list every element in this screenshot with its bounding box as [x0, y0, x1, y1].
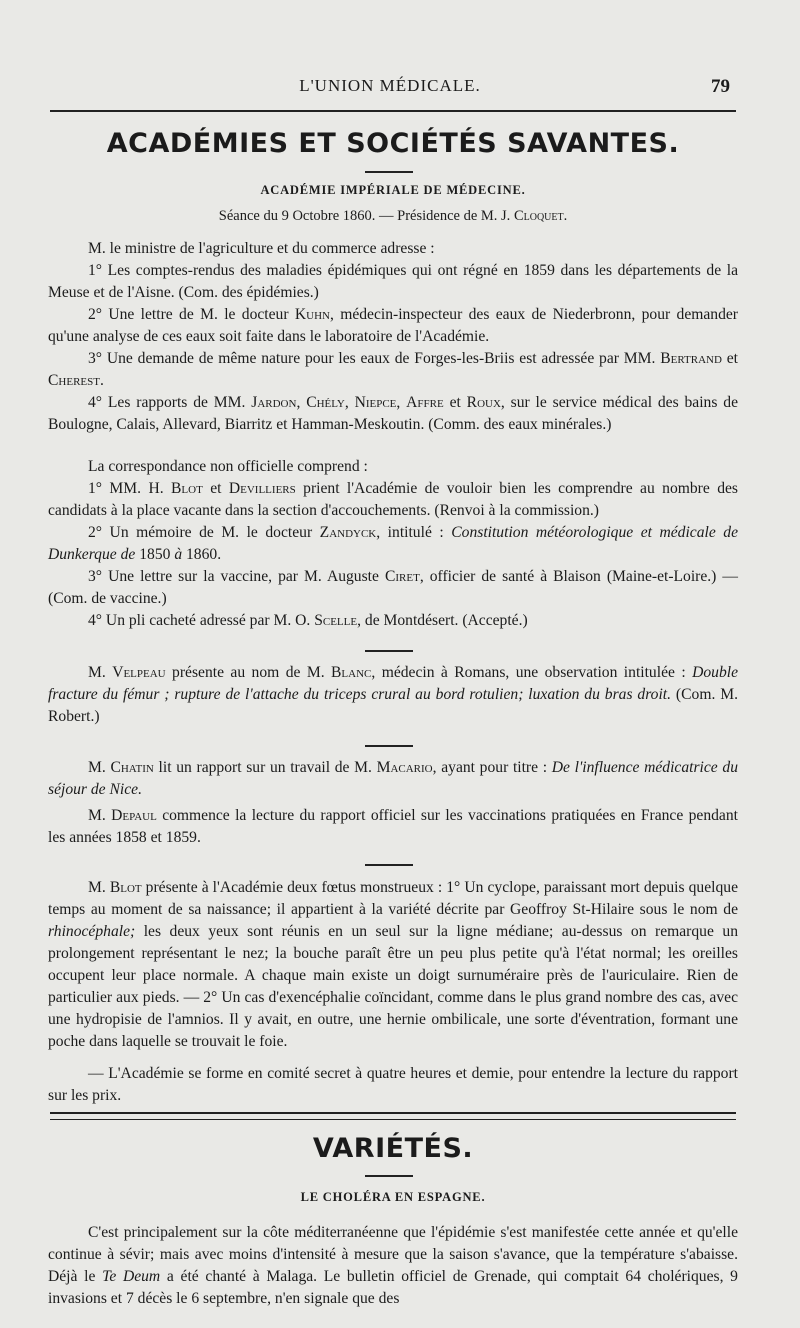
unofficial-correspondence	[48, 456, 738, 632]
unofficial-item-3: 3° Une lettre sur la vaccine, par M. Auguste Ciret, officier de santé à Blaison (Maine-et-Loire.) — (Com. de vaccine.)	[48, 568, 738, 607]
intro-paragraph: M. le ministre de l'agriculture et du commerce adresse :	[88, 240, 435, 257]
separator-rule	[365, 864, 413, 866]
title-rule	[365, 171, 413, 173]
unofficial-item-2: 2° Un mémoire de M. le docteur Zandyck, intitulé : Constitution météorologique et médicale de Dunkerque de 1850 à 1860.	[48, 524, 738, 563]
separator-rule	[365, 745, 413, 747]
official-item-3: 3° Une demande de même nature pour les eaux de Forges-les-Briis est adressée par MM. Bertrand et Cherest.	[48, 350, 738, 389]
separator-rule	[365, 650, 413, 652]
header-rule	[50, 110, 736, 112]
running-title: L'UNION MÉDICALE.	[299, 76, 481, 95]
velpeau-paragraph: M. Velpeau présente au nom de M. Blanc, médecin à Romans, une observation intitulée : Double fracture du fémur ; rupture de l'attache du triceps crural au bord rotulien; luxation du bras droit. (Com. M. Robert.)	[48, 664, 739, 725]
blot-paragraph: M. Blot présente à l'Académie deux fœtus monstrueux : 1° Un cyclope, paraissant mort depuis quelque temps au moment de sa naissance; il appartient à la variété décrite par Geoffroy St-Hilaire sous le nom de rhinocéphale; les deux yeux sont réunis en un seul sur la ligne médiane; au-dessus on remarque un prolongement représentant le nez; la bouche paraît être un peu plus petite qu'à l'état normal; les oreilles occupent leur place normale. A chaque main existe un doigt surnuméraire près de l'auriculaire. Rien de particulier aux pieds. — 2° Un cas d'exencéphalie coïncidant, comme dans le plus grand nombre des cas, avec une hydropisie de l'amnios. Il y avait, en outre, une hernie ombilicale, une sorte d'éventration, formant une poche dans laquelle se trouvait le foie.	[48, 879, 738, 1050]
running-head	[50, 76, 730, 100]
section-title-academies: ACADÉMIES ET SOCIÉTÉS SAVANTES.	[106, 128, 680, 159]
page-number: 79	[711, 76, 730, 97]
depaul-paragraph: M. Depaul commence la lecture du rapport officiel sur les vaccinations pratiquées en France pendant les années 1858 et 1859.	[48, 807, 738, 846]
academy-subtitle: ACADÉMIE IMPÉRIALE DE MÉDECINE.	[260, 183, 526, 197]
unofficial-item-1: 1° MM. H. Blot et Devilliers prient l'Académie de vouloir bien les comprendre au nombre des candidats à la place vacante dans la section d'accouchements. (Renvoi à la commission.)	[48, 480, 738, 519]
chatin-paragraph: M. Chatin lit un rapport sur un travail de M. Macario, ayant pour titre : De l'influence médicatrice du séjour de Nice.	[48, 759, 738, 798]
closing-paragraph: — L'Académie se forme en comité secret à quatre heures et demie, pour entendre la lecture du rapport sur les prix.	[48, 1065, 738, 1104]
section-title-varietes: VARIÉTÉS.	[312, 1133, 474, 1164]
cholera-subtitle: LE CHOLÉRA EN ESPAGNE.	[300, 1190, 486, 1204]
section-divider	[50, 1112, 736, 1120]
official-item-4: 4° Les rapports de MM. Jardon, Chély, Niepce, Affre et Roux, sur le service médical des bains de Boulogne, Calais, Allevard, Biarritz et Hamman-Meskoutin. (Comm. des eaux minérales.)	[48, 394, 738, 433]
title-rule	[365, 1175, 413, 1177]
official-item-1: 1° Les comptes-rendus des maladies épidémiques qui ont régné en 1859 dans les départements de la Meuse et de l'Aisne. (Com. des épidémies.)	[48, 262, 738, 301]
official-item-2: 2° Une lettre de M. le docteur Kuhn, médecin-inspecteur des eaux de Niederbronn, pour demander qu'une analyse de ces eaux soit faite dans le laboratoire de l'Académie.	[48, 306, 738, 345]
official-correspondence	[48, 238, 738, 436]
correspondance-intro: La correspondance non officielle comprend :	[88, 458, 368, 475]
unofficial-item-4: 4° Un pli cacheté adressé par M. O. Scelle, de Montdésert. (Accepté.)	[88, 612, 528, 629]
cholera-paragraph: C'est principalement sur la côte méditerranéenne que l'épidémie s'est manifestée cette année et qu'elle continue à sévir; mais avec moins d'intensité à mesure que la saison s'avance, que la température s'abaisse. Déjà le Te Deum a été chanté à Malaga. Le bulletin officiel de Grenade, qui comptait 64 cholériques, 9 invasions et 7 décès le 6 septembre, n'en signale que des	[48, 1224, 738, 1307]
seance-line: Séance du 9 Octobre 1860. — Présidence de M. J. Cloquet.	[218, 208, 568, 224]
